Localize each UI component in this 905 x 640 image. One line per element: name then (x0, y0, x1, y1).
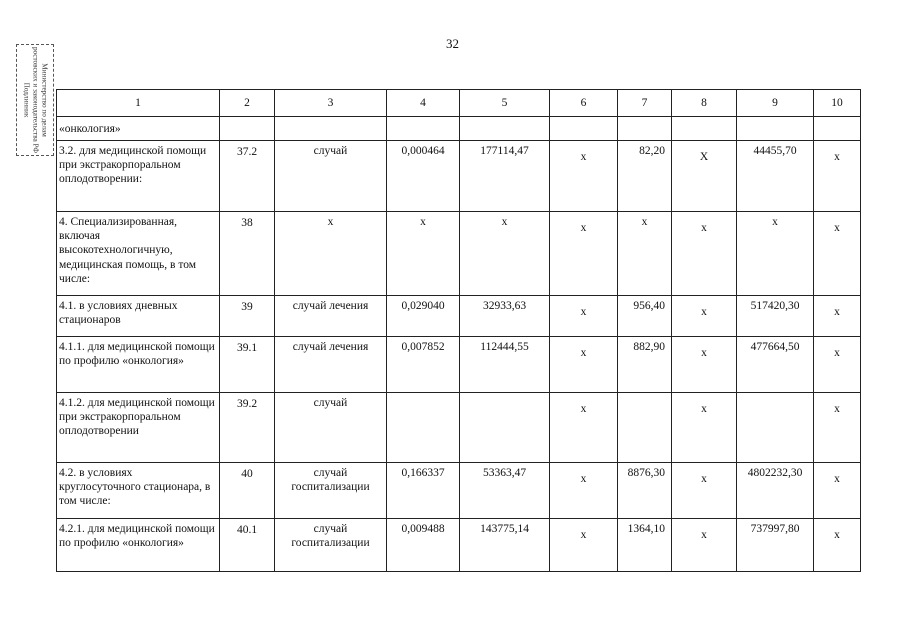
table-cell: 477664,50 (737, 337, 814, 393)
row-name: 4.1. в условиях дневных стационаров (57, 296, 220, 337)
table-cell: 112444,55 (460, 337, 550, 393)
table-cell: 517420,30 (737, 296, 814, 337)
table-cell: 0,009488 (387, 519, 460, 572)
table-cell: 0,000464 (387, 141, 460, 212)
column-header: 4 (387, 90, 460, 117)
row-name: «онкология» (57, 117, 220, 141)
table-cell: х (550, 296, 618, 337)
table-cell (460, 393, 550, 463)
table-cell (275, 117, 387, 141)
table-cell: 143775,14 (460, 519, 550, 572)
column-header: 3 (275, 90, 387, 117)
table-cell: х (672, 463, 737, 519)
table-cell: 956,40 (618, 296, 672, 337)
table-cell: х (814, 393, 861, 463)
data-table (56, 89, 861, 572)
table-cell: 39.1 (220, 337, 275, 393)
column-header: 2 (220, 90, 275, 117)
table-cell: 44455,70 (737, 141, 814, 212)
row-name: 4. Специализированная, включая высокотехнологичную, медицинская помощь, в том числе: (57, 212, 220, 296)
table-row (57, 337, 861, 393)
row-name: 4.1.1. для медицинской помощи по профилю «онкология» (57, 337, 220, 393)
table-cell (814, 117, 861, 141)
table-row (57, 141, 861, 212)
table-cell: х (737, 212, 814, 296)
table-cell: случай госпитализации (275, 519, 387, 572)
table-cell: 8876,30 (618, 463, 672, 519)
table-cell (737, 117, 814, 141)
table-cell: случай (275, 393, 387, 463)
table-cell: 177114,47 (460, 141, 550, 212)
table-cell: х (814, 141, 861, 212)
table-cell: Х (672, 141, 737, 212)
table-cell: х (672, 337, 737, 393)
table-cell: 82,20 (618, 141, 672, 212)
table-cell (672, 117, 737, 141)
table-cell: 0,029040 (387, 296, 460, 337)
table-cell: случай лечения (275, 296, 387, 337)
table-row (57, 117, 861, 141)
table-cell: 0,166337 (387, 463, 460, 519)
column-header: 9 (737, 90, 814, 117)
table-cell: х (814, 463, 861, 519)
table-row (57, 393, 861, 463)
table-cell: 40 (220, 463, 275, 519)
table-cell: 38 (220, 212, 275, 296)
table-cell: х (814, 212, 861, 296)
table-cell (618, 393, 672, 463)
table-cell: х (550, 519, 618, 572)
table-cell: х (814, 519, 861, 572)
table-cell (737, 393, 814, 463)
page-number: 32 (446, 36, 459, 51)
row-name: 4.2.1. для медицинской помощи по профилю «онкология» (57, 519, 220, 572)
table-cell: 737997,80 (737, 519, 814, 572)
table-cell: х (550, 212, 618, 296)
table-cell: х (550, 141, 618, 212)
table-cell: случай (275, 141, 387, 212)
table-cell: х (550, 463, 618, 519)
table-cell: 39.2 (220, 393, 275, 463)
table-row (57, 296, 861, 337)
table-cell: 882,90 (618, 337, 672, 393)
table-cell (550, 117, 618, 141)
table-cell: 53363,47 (460, 463, 550, 519)
table-cell: х (672, 212, 737, 296)
table-header-row (57, 90, 861, 117)
column-header: 5 (460, 90, 550, 117)
table-cell: х (672, 519, 737, 572)
table-cell: 0,007852 (387, 337, 460, 393)
column-header: 8 (672, 90, 737, 117)
column-header: 10 (814, 90, 861, 117)
table-cell: 37.2 (220, 141, 275, 212)
table-row (57, 519, 861, 572)
table-row (57, 212, 861, 296)
table-cell: 32933,63 (460, 296, 550, 337)
table-cell: х (387, 212, 460, 296)
table-cell (387, 117, 460, 141)
table-cell: случай госпитализации (275, 463, 387, 519)
table-cell: 39 (220, 296, 275, 337)
table-cell: х (814, 337, 861, 393)
column-header: 6 (550, 90, 618, 117)
table-cell: х (672, 296, 737, 337)
table-cell: 40.1 (220, 519, 275, 572)
table-cell (220, 117, 275, 141)
table-cell: случай лечения (275, 337, 387, 393)
certification-stamp (16, 44, 54, 156)
table-cell: х (814, 296, 861, 337)
table-cell (387, 393, 460, 463)
table-cell: х (672, 393, 737, 463)
table-cell (618, 117, 672, 141)
table-cell (460, 117, 550, 141)
table-cell: х (550, 393, 618, 463)
table-cell: х (618, 212, 672, 296)
column-header: 1 (57, 90, 220, 117)
table-cell: 4802232,30 (737, 463, 814, 519)
table-cell: х (550, 337, 618, 393)
table-row (57, 463, 861, 519)
table-cell: х (460, 212, 550, 296)
row-name: 4.2. в условиях круглосуточного стационара, в том числе: (57, 463, 220, 519)
table-cell: х (275, 212, 387, 296)
row-name: 4.1.2. для медицинской помощи при экстракорпоральном оплодотворении (57, 393, 220, 463)
column-header: 7 (618, 90, 672, 117)
row-name: 3.2. для медицинской помощи при экстракорпоральном оплодотворении: (57, 141, 220, 212)
table-cell: 1364,10 (618, 519, 672, 572)
stamp-text: Министерство по делам ростовских и законодательства РФ Подлинник (22, 46, 49, 154)
